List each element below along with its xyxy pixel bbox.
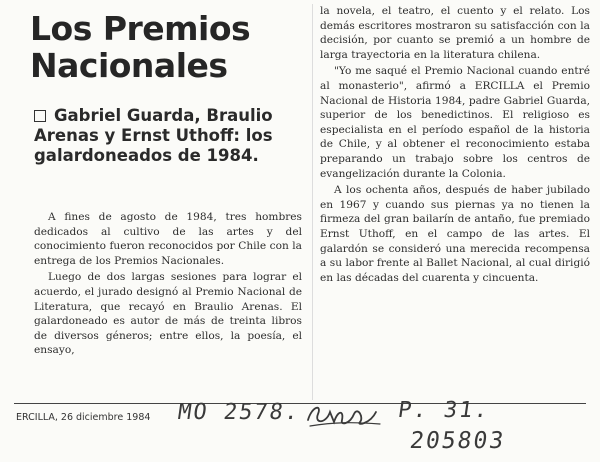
handwritten-number: 205803 — [408, 428, 507, 454]
paragraph: Luego de dos largas sesiones para lograr el acuerdo, el jurado designó al Premio Nacional de Literatura, que recayó en Braulio Arenas. El galardoneado es autor de más de treinta libros de diversos géneros; entre ellos, la poesía, el ensayo, — [34, 271, 302, 357]
headline-line-1: Los Premios — [30, 9, 251, 48]
column-right — [320, 4, 590, 285]
paragraph: "Yo me saqué el Premio Nacional cuando entré al monasterio", afirmó a ERCILLA el Premio Nacional de Historia 1984, padre Gabriel Guarda, superior de los benedictinos. El religioso es especialista en el período español de la historia de Chile, y al obtener el reconocimiento estaba preparando un trabajo sobre los centros de evangelización durante la Colonia. — [320, 65, 590, 180]
checkbox-bullet-icon — [34, 110, 46, 122]
paragraph: A fines de agosto de 1984, tres hombres dedicados al cultivo de las artes y del conocimiento fueron reconocidos por Chile con la entrega de los Premios Nacionales. — [34, 211, 302, 267]
handwritten-reference: MO 2578. — [176, 400, 302, 425]
article-lead — [34, 106, 304, 166]
handwritten-page: P. 31. — [396, 398, 492, 423]
handwritten-signature — [304, 398, 384, 430]
column-divider — [312, 4, 313, 400]
paragraph: la novela, el teatro, el cuento y el relato. Los demás escritores mostraron su satisfacción con la decisión, por cuanto se premió a un hombre de larga trayectoria en la literatura chilena. — [320, 5, 590, 61]
lead-text: Gabriel Guarda, Braulio Arenas y Ernst Uthoff: los galardoneados de 1984. — [34, 106, 273, 165]
headline-line-2: Nacionales — [30, 46, 228, 85]
article-headline — [30, 10, 310, 84]
paragraph: A los ochenta años, después de haber jubilado en 1967 y cuando sus piernas ya no tienen la firmeza del gran bailarín de antaño, fue premiado Ernst Uthoff, en el campo de las artes. El galardón se consideró una merecida recompensa a su labor frente al Ballet Nacional, al cual dirigió en las décadas del cuarenta y cincuenta. — [320, 184, 590, 284]
column-left — [34, 210, 302, 358]
source-citation: ERCILLA, 26 diciembre 1984 — [16, 412, 151, 423]
